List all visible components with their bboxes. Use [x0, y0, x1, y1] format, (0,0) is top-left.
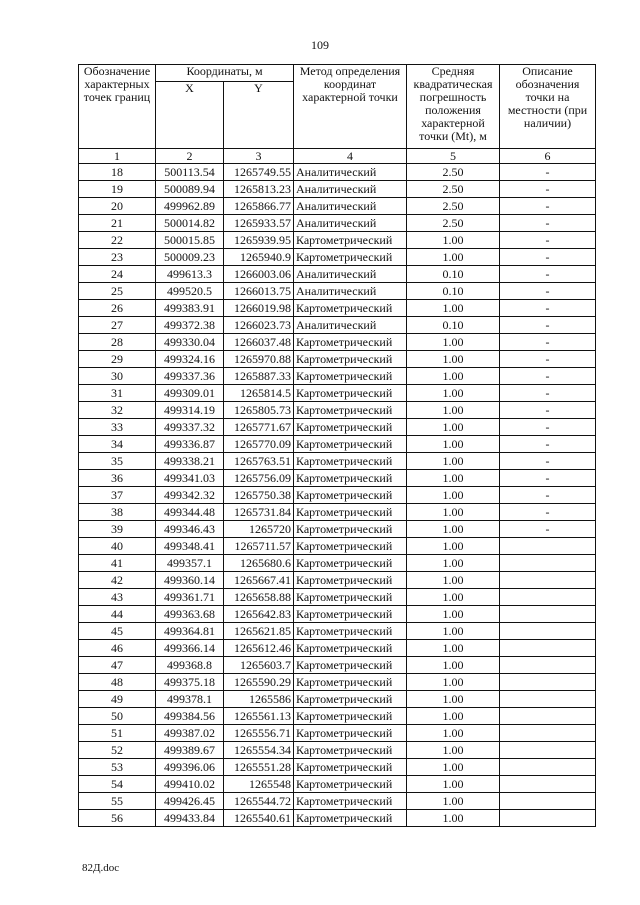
table-row	[79, 504, 596, 521]
cell-error: 0.10	[407, 266, 500, 283]
cell-x: 500113.54	[156, 164, 224, 181]
table-row	[79, 198, 596, 215]
cell-method: Аналитический	[294, 283, 407, 300]
cell-point-number: 47	[79, 657, 156, 674]
table-row	[79, 283, 596, 300]
table-row	[79, 164, 596, 181]
cell-y: 1265554.34	[224, 742, 294, 759]
cell-error: 2.50	[407, 198, 500, 215]
cell-y: 1265770.09	[224, 436, 294, 453]
table-row	[79, 487, 596, 504]
cell-y: 1265939.95	[224, 232, 294, 249]
table-row	[79, 368, 596, 385]
cell-method: Картометрический	[294, 555, 407, 572]
cell-x: 499309.01	[156, 385, 224, 402]
cell-point-number: 44	[79, 606, 156, 623]
cell-x: 499368.8	[156, 657, 224, 674]
cell-description: -	[500, 164, 596, 181]
cell-point-number: 55	[79, 793, 156, 810]
column-number: 3	[224, 149, 294, 164]
table-row	[79, 232, 596, 249]
header-method: Метод определения координат характерной точки	[294, 65, 407, 149]
cell-point-number: 30	[79, 368, 156, 385]
table-row	[79, 300, 596, 317]
cell-point-number: 23	[79, 249, 156, 266]
cell-description: -	[500, 317, 596, 334]
cell-description	[500, 725, 596, 742]
cell-y: 1265805.73	[224, 402, 294, 419]
cell-description	[500, 810, 596, 827]
cell-x: 499364.81	[156, 623, 224, 640]
cell-description: -	[500, 487, 596, 504]
column-number: 1	[79, 149, 156, 164]
cell-error: 1.00	[407, 538, 500, 555]
cell-point-number: 19	[79, 181, 156, 198]
column-number: 2	[156, 149, 224, 164]
cell-point-number: 35	[79, 453, 156, 470]
cell-method: Картометрический	[294, 657, 407, 674]
table-row	[79, 334, 596, 351]
cell-point-number: 26	[79, 300, 156, 317]
table-row	[79, 453, 596, 470]
cell-description	[500, 657, 596, 674]
cell-error: 2.50	[407, 215, 500, 232]
cell-error: 1.00	[407, 351, 500, 368]
cell-description: -	[500, 249, 596, 266]
cell-y: 1265621.85	[224, 623, 294, 640]
cell-description: -	[500, 198, 596, 215]
cell-description	[500, 555, 596, 572]
cell-method: Картометрический	[294, 793, 407, 810]
column-number: 4	[294, 149, 407, 164]
cell-x: 500015.85	[156, 232, 224, 249]
cell-y: 1265756.09	[224, 470, 294, 487]
cell-description: -	[500, 436, 596, 453]
cell-y: 1265970.88	[224, 351, 294, 368]
cell-point-number: 25	[79, 283, 156, 300]
cell-description: -	[500, 504, 596, 521]
table-row	[79, 181, 596, 198]
cell-y: 1265551.28	[224, 759, 294, 776]
table-row	[79, 538, 596, 555]
cell-x: 499338.21	[156, 453, 224, 470]
cell-method: Картометрический	[294, 470, 407, 487]
cell-point-number: 24	[79, 266, 156, 283]
cell-y: 1265887.33	[224, 368, 294, 385]
cell-description: -	[500, 453, 596, 470]
cell-error: 1.00	[407, 793, 500, 810]
cell-error: 1.00	[407, 776, 500, 793]
header-x: X	[156, 82, 224, 149]
cell-description: -	[500, 351, 596, 368]
column-number: 6	[500, 149, 596, 164]
cell-x: 499384.56	[156, 708, 224, 725]
cell-point-number: 53	[79, 759, 156, 776]
cell-point-number: 36	[79, 470, 156, 487]
header-description: Описание обозначения точки на местности (при наличии)	[500, 65, 596, 149]
cell-error: 1.00	[407, 368, 500, 385]
table-row	[79, 436, 596, 453]
cell-y: 1266019.98	[224, 300, 294, 317]
cell-method: Картометрический	[294, 368, 407, 385]
cell-error: 2.50	[407, 181, 500, 198]
cell-x: 499375.18	[156, 674, 224, 691]
cell-y: 1265556.71	[224, 725, 294, 742]
table-row	[79, 674, 596, 691]
cell-error: 1.00	[407, 657, 500, 674]
coordinates-table	[78, 64, 596, 827]
cell-y: 1265667.41	[224, 572, 294, 589]
table-row	[79, 572, 596, 589]
table-row	[79, 691, 596, 708]
cell-error: 1.00	[407, 742, 500, 759]
cell-y: 1265642.83	[224, 606, 294, 623]
cell-description	[500, 691, 596, 708]
cell-error: 1.00	[407, 606, 500, 623]
cell-x: 499410.02	[156, 776, 224, 793]
cell-method: Картометрический	[294, 385, 407, 402]
cell-error: 1.00	[407, 674, 500, 691]
cell-description: -	[500, 215, 596, 232]
cell-method: Картометрический	[294, 351, 407, 368]
cell-description	[500, 606, 596, 623]
cell-x: 499348.41	[156, 538, 224, 555]
cell-point-number: 29	[79, 351, 156, 368]
cell-point-number: 20	[79, 198, 156, 215]
cell-point-number: 28	[79, 334, 156, 351]
cell-error: 1.00	[407, 232, 500, 249]
cell-x: 499342.32	[156, 487, 224, 504]
cell-x: 499344.48	[156, 504, 224, 521]
cell-method: Картометрический	[294, 436, 407, 453]
cell-description	[500, 589, 596, 606]
cell-error: 1.00	[407, 402, 500, 419]
cell-method: Картометрический	[294, 402, 407, 419]
cell-y: 1265814.5	[224, 385, 294, 402]
table-row	[79, 776, 596, 793]
cell-error: 1.00	[407, 708, 500, 725]
cell-method: Картометрический	[294, 742, 407, 759]
cell-description: -	[500, 300, 596, 317]
cell-error: 1.00	[407, 623, 500, 640]
cell-point-number: 31	[79, 385, 156, 402]
cell-error: 0.10	[407, 317, 500, 334]
cell-x: 499360.14	[156, 572, 224, 589]
table-row	[79, 708, 596, 725]
cell-point-number: 43	[79, 589, 156, 606]
cell-error: 1.00	[407, 453, 500, 470]
cell-y: 1266037.48	[224, 334, 294, 351]
cell-y: 1265612.46	[224, 640, 294, 657]
cell-method: Картометрический	[294, 674, 407, 691]
cell-point-number: 54	[79, 776, 156, 793]
cell-method: Картометрический	[294, 232, 407, 249]
cell-x: 499520.5	[156, 283, 224, 300]
cell-y: 1265750.38	[224, 487, 294, 504]
cell-error: 1.00	[407, 436, 500, 453]
cell-error: 0.10	[407, 283, 500, 300]
cell-method: Картометрический	[294, 606, 407, 623]
cell-x: 499396.06	[156, 759, 224, 776]
cell-x: 499324.16	[156, 351, 224, 368]
cell-x: 499341.03	[156, 470, 224, 487]
cell-point-number: 45	[79, 623, 156, 640]
table-row	[79, 742, 596, 759]
cell-x: 499357.1	[156, 555, 224, 572]
table-row	[79, 725, 596, 742]
cell-x: 499389.67	[156, 742, 224, 759]
cell-y: 1265731.84	[224, 504, 294, 521]
table-row	[79, 810, 596, 827]
cell-y: 1265544.72	[224, 793, 294, 810]
cell-x: 499361.71	[156, 589, 224, 606]
cell-point-number: 48	[79, 674, 156, 691]
cell-x: 499426.45	[156, 793, 224, 810]
cell-point-number: 42	[79, 572, 156, 589]
cell-y: 1265540.61	[224, 810, 294, 827]
cell-method: Аналитический	[294, 266, 407, 283]
table-row	[79, 385, 596, 402]
table-row	[79, 657, 596, 674]
cell-description	[500, 708, 596, 725]
cell-description: -	[500, 283, 596, 300]
cell-error: 1.00	[407, 725, 500, 742]
cell-y: 1265763.51	[224, 453, 294, 470]
cell-point-number: 40	[79, 538, 156, 555]
cell-description	[500, 674, 596, 691]
cell-method: Картометрический	[294, 487, 407, 504]
cell-description	[500, 759, 596, 776]
cell-y: 1266003.06	[224, 266, 294, 283]
cell-error: 1.00	[407, 691, 500, 708]
cell-y: 1266023.73	[224, 317, 294, 334]
cell-x: 500089.94	[156, 181, 224, 198]
cell-description: -	[500, 334, 596, 351]
cell-description	[500, 572, 596, 589]
cell-description	[500, 640, 596, 657]
cell-error: 1.00	[407, 640, 500, 657]
cell-y: 1265720	[224, 521, 294, 538]
cell-point-number: 49	[79, 691, 156, 708]
cell-x: 499387.02	[156, 725, 224, 742]
cell-description	[500, 538, 596, 555]
header-error: Средняя квадратическая погрешность положения характерной точки (Mt), м	[407, 65, 500, 149]
cell-method: Картометрический	[294, 759, 407, 776]
cell-method: Картометрический	[294, 640, 407, 657]
cell-error: 1.00	[407, 470, 500, 487]
cell-description	[500, 742, 596, 759]
cell-y: 1265933.57	[224, 215, 294, 232]
cell-y: 1265548	[224, 776, 294, 793]
table-row	[79, 266, 596, 283]
cell-method: Картометрический	[294, 776, 407, 793]
cell-method: Аналитический	[294, 317, 407, 334]
footer-filename: 82Д.doc	[82, 862, 120, 874]
cell-x: 499346.43	[156, 521, 224, 538]
table-row	[79, 470, 596, 487]
cell-method: Картометрический	[294, 725, 407, 742]
cell-x: 499337.32	[156, 419, 224, 436]
table-row	[79, 215, 596, 232]
cell-x: 499372.38	[156, 317, 224, 334]
cell-description	[500, 623, 596, 640]
cell-method: Картометрический	[294, 538, 407, 555]
table-row	[79, 623, 596, 640]
cell-x: 499314.19	[156, 402, 224, 419]
cell-point-number: 18	[79, 164, 156, 181]
cell-description: -	[500, 402, 596, 419]
cell-method: Картометрический	[294, 521, 407, 538]
cell-y: 1265590.29	[224, 674, 294, 691]
table-row	[79, 793, 596, 810]
table-row	[79, 606, 596, 623]
cell-y: 1266013.75	[224, 283, 294, 300]
cell-x: 499383.91	[156, 300, 224, 317]
table-row	[79, 419, 596, 436]
column-numbers-row	[79, 149, 596, 164]
header-y: Y	[224, 82, 294, 149]
cell-x: 499337.36	[156, 368, 224, 385]
cell-description: -	[500, 181, 596, 198]
table-row	[79, 759, 596, 776]
column-number: 5	[407, 149, 500, 164]
table-row	[79, 249, 596, 266]
cell-point-number: 52	[79, 742, 156, 759]
cell-error: 1.00	[407, 759, 500, 776]
cell-y: 1265561.13	[224, 708, 294, 725]
cell-point-number: 39	[79, 521, 156, 538]
cell-method: Аналитический	[294, 215, 407, 232]
cell-error: 1.00	[407, 419, 500, 436]
table-row	[79, 640, 596, 657]
cell-x: 500009.23	[156, 249, 224, 266]
cell-error: 1.00	[407, 300, 500, 317]
cell-description: -	[500, 368, 596, 385]
cell-point-number: 34	[79, 436, 156, 453]
cell-error: 1.00	[407, 504, 500, 521]
cell-method: Картометрический	[294, 504, 407, 521]
cell-description: -	[500, 419, 596, 436]
cell-y: 1265749.55	[224, 164, 294, 181]
cell-y: 1265586	[224, 691, 294, 708]
cell-method: Картометрический	[294, 300, 407, 317]
cell-description: -	[500, 232, 596, 249]
cell-point-number: 41	[79, 555, 156, 572]
cell-x: 499363.68	[156, 606, 224, 623]
cell-y: 1265813.23	[224, 181, 294, 198]
cell-x: 499433.84	[156, 810, 224, 827]
header-coordinates: Координаты, м	[156, 65, 294, 82]
cell-y: 1265771.67	[224, 419, 294, 436]
cell-point-number: 38	[79, 504, 156, 521]
cell-method: Картометрический	[294, 691, 407, 708]
cell-x: 499366.14	[156, 640, 224, 657]
cell-method: Аналитический	[294, 198, 407, 215]
cell-method: Картометрический	[294, 589, 407, 606]
cell-method: Картометрический	[294, 249, 407, 266]
cell-description	[500, 793, 596, 810]
table-row	[79, 521, 596, 538]
table-row	[79, 555, 596, 572]
cell-y: 1265866.77	[224, 198, 294, 215]
cell-error: 1.00	[407, 249, 500, 266]
cell-method: Картометрический	[294, 334, 407, 351]
cell-y: 1265603.7	[224, 657, 294, 674]
table-row	[79, 351, 596, 368]
cell-error: 1.00	[407, 589, 500, 606]
cell-description: -	[500, 470, 596, 487]
cell-point-number: 50	[79, 708, 156, 725]
cell-description: -	[500, 385, 596, 402]
cell-error: 1.00	[407, 572, 500, 589]
cell-point-number: 27	[79, 317, 156, 334]
table-row	[79, 402, 596, 419]
cell-description: -	[500, 266, 596, 283]
cell-y: 1265711.57	[224, 538, 294, 555]
cell-error: 2.50	[407, 164, 500, 181]
cell-x: 499378.1	[156, 691, 224, 708]
cell-point-number: 22	[79, 232, 156, 249]
cell-point-number: 37	[79, 487, 156, 504]
cell-error: 1.00	[407, 487, 500, 504]
cell-y: 1265940.9	[224, 249, 294, 266]
cell-x: 499330.04	[156, 334, 224, 351]
cell-x: 499613.3	[156, 266, 224, 283]
cell-method: Картометрический	[294, 810, 407, 827]
cell-method: Картометрический	[294, 572, 407, 589]
cell-method: Аналитический	[294, 164, 407, 181]
cell-error: 1.00	[407, 521, 500, 538]
cell-x: 500014.82	[156, 215, 224, 232]
cell-point-number: 21	[79, 215, 156, 232]
header-designation: Обозначение характерных точек границ	[79, 65, 156, 149]
cell-point-number: 51	[79, 725, 156, 742]
cell-x: 499962.89	[156, 198, 224, 215]
table-body	[79, 164, 596, 827]
cell-error: 1.00	[407, 810, 500, 827]
cell-method: Картометрический	[294, 453, 407, 470]
cell-y: 1265680.6	[224, 555, 294, 572]
cell-error: 1.00	[407, 385, 500, 402]
cell-x: 499336.87	[156, 436, 224, 453]
cell-error: 1.00	[407, 555, 500, 572]
cell-point-number: 33	[79, 419, 156, 436]
cell-method: Картометрический	[294, 708, 407, 725]
cell-description: -	[500, 521, 596, 538]
table-row	[79, 317, 596, 334]
cell-y: 1265658.88	[224, 589, 294, 606]
cell-point-number: 46	[79, 640, 156, 657]
cell-method: Картометрический	[294, 419, 407, 436]
cell-error: 1.00	[407, 334, 500, 351]
cell-point-number: 32	[79, 402, 156, 419]
cell-description	[500, 776, 596, 793]
cell-point-number: 56	[79, 810, 156, 827]
page-number: 109	[311, 38, 329, 52]
cell-method: Картометрический	[294, 623, 407, 640]
cell-method: Аналитический	[294, 181, 407, 198]
table-row	[79, 589, 596, 606]
